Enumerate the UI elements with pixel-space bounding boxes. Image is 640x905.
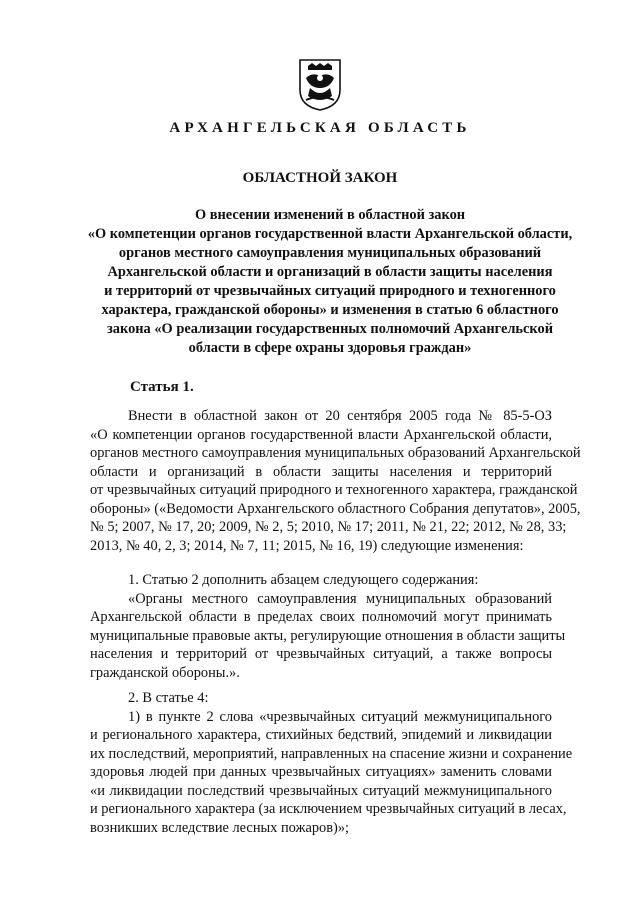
paragraph-line: 1. Статью 2 дополнить абзацем следующего содержания: xyxy=(128,572,479,588)
paragraph-line: 2013, № 40, 2, 3; 2014, № 7, 11; 2015, № 16, 19) следующие изменения: xyxy=(90,537,524,554)
title-line: Архангельской области и организаций в области защиты населения xyxy=(107,264,553,280)
paragraph-line: 1) в пункте 2 слова «чрезвычайных ситуаций межмуниципального xyxy=(128,708,552,725)
paragraph-line: «О компетенции органов государственной власти Архангельской области, xyxy=(90,426,552,443)
paragraph-line: обороны» («Ведомости Архангельского областного Собрания депутатов», 2005, xyxy=(90,500,581,517)
title-line: закона «О реализации государственных полномочий Архангельской xyxy=(106,321,554,337)
paragraph-line: муниципальные правовые акты, регулирующие отношения в области защиты xyxy=(90,627,566,644)
region-name: АРХАНГЕЛЬСКАЯ ОБЛАСТЬ xyxy=(169,120,471,136)
paragraph-line: Архангельской области в пределах своих полномочий могут принимать xyxy=(90,609,552,625)
paragraph-line: 2. В статье 4: xyxy=(128,690,209,706)
paragraph-item-1 xyxy=(90,571,566,682)
paragraph-line: и регионального характера, стихийных бедствий, эпидемий и ликвидации xyxy=(90,727,552,743)
coat-of-arms-icon xyxy=(296,56,344,112)
article-heading: Статья 1. xyxy=(130,379,194,395)
paragraph-line: № 5; 2007, № 17, 20; 2009, № 2, 5; 2010, № 17; 2011, № 21, 22; 2012, № 28, 33; xyxy=(90,519,567,535)
paragraph-line: гражданской обороны.». xyxy=(90,664,240,681)
paragraph-line: здоровья людей при данных чрезвычайных ситуациях» заменить словами xyxy=(90,764,552,780)
paragraph-line: Внести в областной закон от 20 сентября 2005 года № 85-5-ОЗ xyxy=(128,408,552,424)
paragraph-line: от чрезвычайных ситуаций природного и техногенного характера, гражданской xyxy=(90,482,578,498)
paragraph-line: «и ликвидации последствий чрезвычайных ситуаций межмуниципального xyxy=(90,782,552,799)
paragraph-line: области и организаций в области защиты населения и территорий xyxy=(90,463,552,480)
paragraph-line: возникших вследствие лесных пожаров)»; xyxy=(90,819,350,836)
paragraph-item-2 xyxy=(90,689,573,837)
paragraph-line: и регионального характера (за исключением чрезвычайных ситуаций в лесах, xyxy=(90,801,567,817)
paragraph-line: населения и территорий от чрезвычайных ситуаций, а также вопросы xyxy=(90,646,552,662)
title-line: органов местного самоуправления муниципальных образований xyxy=(118,245,542,261)
paragraph-line: их последствий, мероприятий, направленных на спасение жизни и сохранение xyxy=(90,745,573,762)
title-line: «О компетенции органов государственной власти Архангельской области, xyxy=(87,226,573,242)
paragraph-intro xyxy=(90,407,581,555)
paragraph-line: «Органы местного самоуправления муниципальных образований xyxy=(128,590,552,607)
title-line: характера, гражданской обороны» и изменения в статью 6 областного xyxy=(101,302,559,318)
title-line: и территорий от чрезвычайных ситуаций природного и техногенного xyxy=(104,283,556,299)
title-line: области в сфере охраны здоровья граждан» xyxy=(188,340,472,356)
paragraph-line: органов местного самоуправления муниципальных образований Архангельской xyxy=(90,445,581,461)
law-title xyxy=(80,206,580,358)
title-line: О внесении изменений в областной закон xyxy=(194,207,466,223)
law-type: ОБЛАСТНОЙ ЗАКОН xyxy=(242,170,398,186)
